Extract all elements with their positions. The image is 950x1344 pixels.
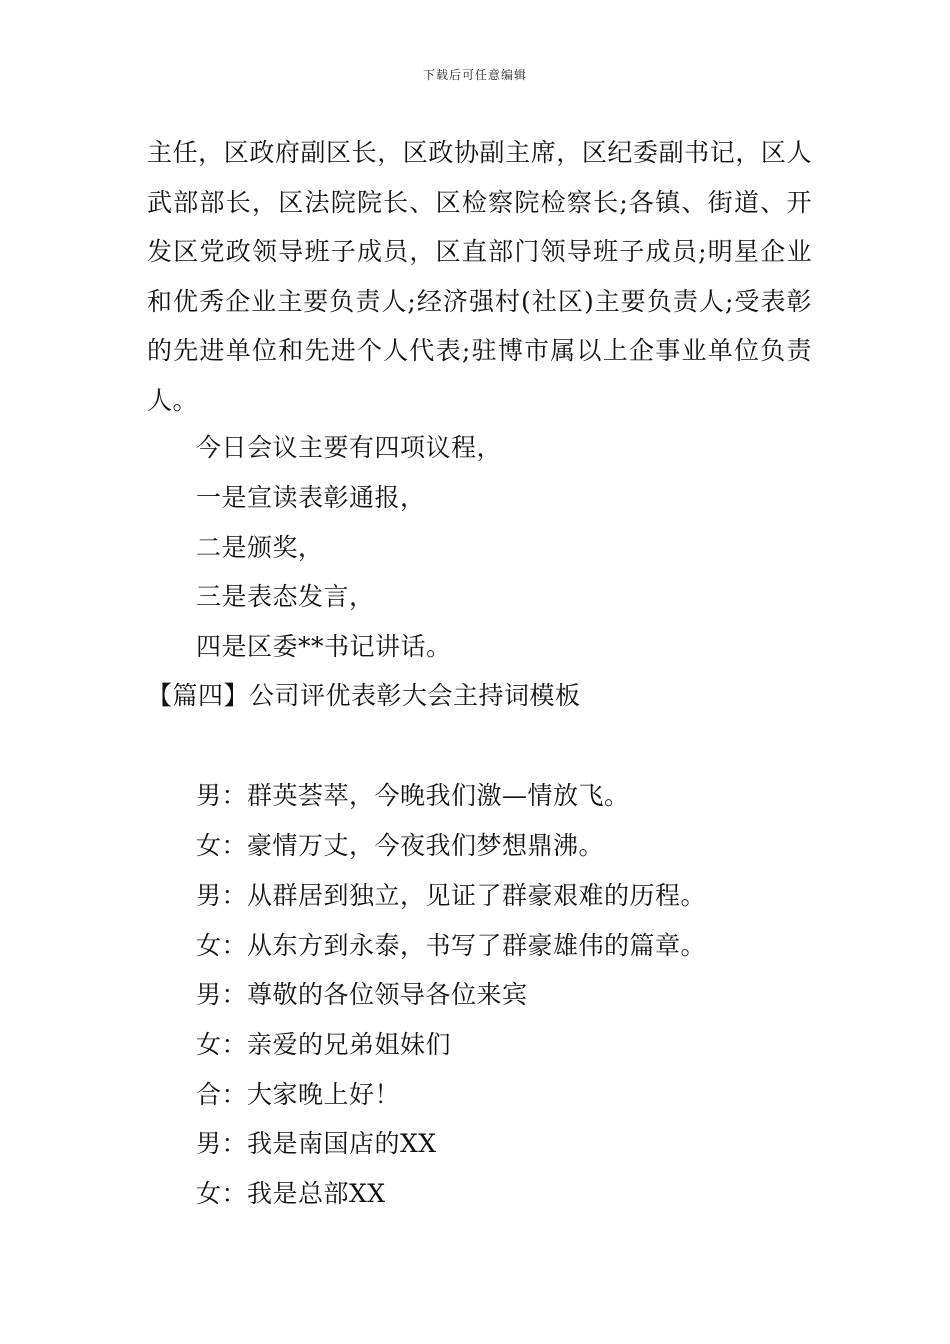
body-paragraph: 主任，区政府副区长，区政协副主席，区纪委副书记，区人武部部长，区法院院长、区检察院检察长;各镇、街道、开发区党政领导班子成员，区直部门领导班子成员;明星企业和优秀企业主要负责人;经济强村(社区)主要负责人;受表彰的先进单位和先进个人代表;驻博市属以上企事业单位负责人。 xyxy=(147,138,812,415)
agenda-intro: 今日会议主要有四项议程， xyxy=(196,433,503,462)
section-heading: 【篇四】公司评优表彰大会主持词模板 xyxy=(147,681,581,710)
script-line: 男：我是南国店的XX xyxy=(196,1129,437,1158)
agenda-item-3: 三是表态发言， xyxy=(196,582,375,611)
script-line: 女：我是总部XX xyxy=(196,1179,386,1208)
script-line: 男：从群居到独立，见证了群豪艰难的历程。 xyxy=(196,881,707,910)
script-line: 男：群英荟萃，今晚我们激—情放飞。 xyxy=(196,781,630,810)
script-line: 男：尊敬的各位领导各位来宾 xyxy=(196,980,528,1009)
script-line: 女：从东方到永泰，书写了群豪雄伟的篇章。 xyxy=(196,931,707,960)
agenda-item-1: 一是宣读表彰通报， xyxy=(196,483,426,512)
script-line: 合：大家晚上好！ xyxy=(196,1080,401,1109)
agenda-item-4: 四是区委**书记讲话。 xyxy=(196,632,452,661)
header-note: 下载后可任意编辑 xyxy=(422,68,527,82)
script-line: 女：豪情万丈，今夜我们梦想鼎沸。 xyxy=(196,831,605,860)
agenda-item-2: 二是颁奖， xyxy=(196,533,324,562)
script-line: 女：亲爱的兄弟姐妹们 xyxy=(196,1030,452,1059)
